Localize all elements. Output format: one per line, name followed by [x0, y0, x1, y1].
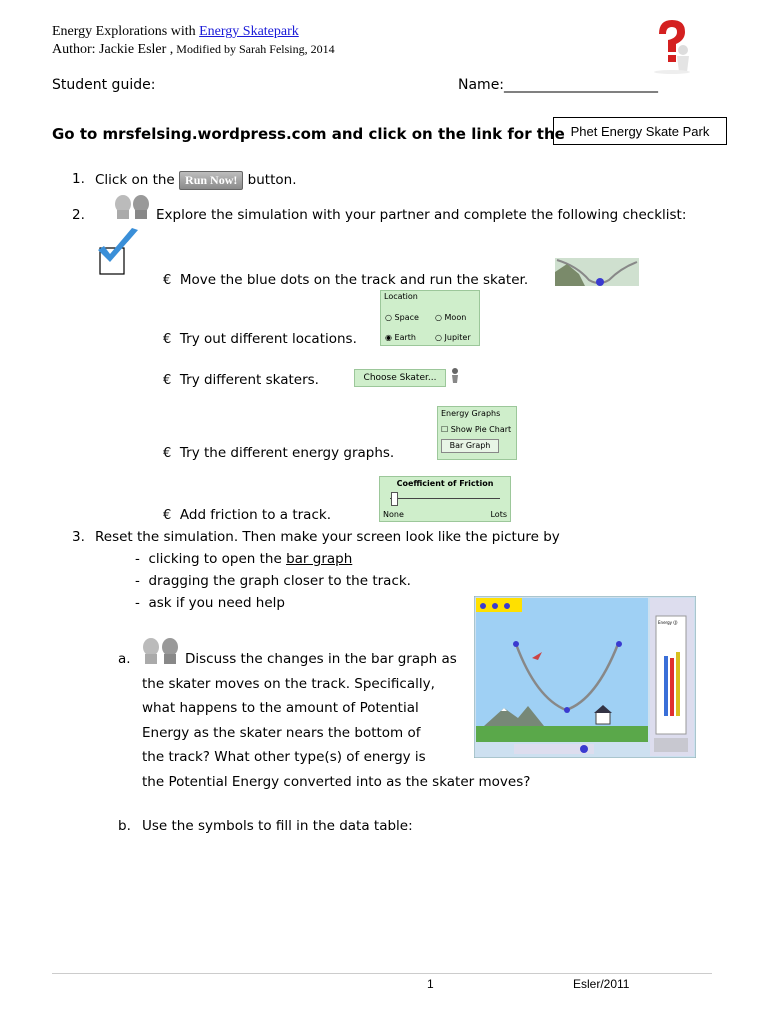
radio-moon[interactable]: ○ Moon — [435, 313, 467, 322]
part-a-line-3: what happens to the amount of Potential — [142, 700, 419, 716]
track-thumbnail-icon — [555, 258, 639, 286]
goto-instruction: Go to mrsfelsing.wordpress.com and click on the link for the — [52, 125, 565, 143]
student-guide-label: Student guide: — [52, 77, 156, 93]
part-a-line-5: the track? What other type(s) of energy is — [142, 749, 426, 765]
checklist-item-1: € Move the blue dots on the track and run the skater. — [163, 272, 529, 288]
checklist-item-2: € Try out different locations. — [163, 331, 357, 347]
friction-slider-handle[interactable] — [391, 492, 398, 506]
radio-jupiter[interactable]: ○ Jupiter — [435, 333, 471, 342]
part-a-line-6: the Potential Energy converted into as the skater moves? — [142, 774, 531, 790]
part-a-line-1: Discuss the changes in the bar graph as — [185, 651, 457, 667]
simulation-screenshot — [474, 596, 696, 758]
friction-slider-track[interactable] — [390, 498, 500, 499]
run-now-button[interactable]: Run Now! — [179, 171, 243, 190]
checklist-item-3: € Try different skaters. — [163, 372, 319, 388]
radio-space[interactable]: ○ Space — [385, 313, 419, 322]
choose-skater-button[interactable]: Choose Skater... — [354, 369, 446, 387]
name-field-label: Name:______________________ — [458, 77, 659, 93]
page-number: 1 — [427, 977, 434, 991]
energy-skatepark-link[interactable]: Energy Skatepark — [199, 24, 299, 39]
footer-divider — [52, 973, 712, 974]
checkmark-icon — [96, 226, 142, 278]
part-a-label: a. — [118, 651, 131, 667]
step3-number: 3. — [72, 529, 85, 545]
phet-link-box[interactable]: Phet Energy Skate Park — [553, 117, 727, 145]
step1-text: Click on the Run Now! button. — [95, 172, 297, 188]
checklist-item-4: € Try the different energy graphs. — [163, 445, 395, 461]
part-a-line-2: the skater moves on the track. Specifically, — [142, 676, 435, 692]
sim-graph-title: Energy (J) — [658, 620, 678, 625]
friction-panel: Coefficient of Friction None Lots — [379, 476, 511, 522]
partners-icon — [112, 194, 152, 220]
partners-icon-a — [140, 636, 182, 666]
step2-text: Explore the simulation with your partner and complete the following checklist: — [156, 207, 687, 223]
skater-icon — [448, 367, 462, 387]
step3-sub3: - ask if you need help — [135, 595, 285, 611]
question-person-icon — [645, 16, 695, 74]
step3-sub1: - clicking to open the bar graph — [135, 551, 353, 567]
part-b-text: Use the symbols to fill in the data table: — [142, 818, 413, 834]
step3-text: Reset the simulation. Then make your screen look like the picture by — [95, 529, 560, 545]
bar-graph-button[interactable]: Bar Graph — [441, 439, 499, 453]
step2-number: 2. — [72, 207, 85, 223]
checklist-item-5: € Add friction to a track. — [163, 507, 331, 523]
radio-earth[interactable]: ◉ Earth — [385, 333, 416, 342]
show-pie-chart-checkbox[interactable]: ☐ Show Pie Chart — [441, 425, 512, 434]
energy-graphs-panel: Energy Graphs ☐ Show Pie Chart Bar Graph — [437, 406, 517, 460]
location-panel: Location ○ Space ○ Moon ◉ Earth ○ Jupiter — [380, 290, 480, 346]
footer-credit: Esler/2011 — [573, 977, 630, 991]
step3-sub2: - dragging the graph closer to the track. — [135, 573, 411, 589]
author-line: Author: Jackie Esler , Modified by Sarah Felsing, 2014 — [52, 42, 335, 57]
part-b-label: b. — [118, 818, 131, 834]
header-line1: Energy Explorations with Energy Skatepark — [52, 24, 299, 39]
part-a-line-4: Energy as the skater nears the bottom of — [142, 725, 421, 741]
step1-number: 1. — [72, 171, 85, 187]
